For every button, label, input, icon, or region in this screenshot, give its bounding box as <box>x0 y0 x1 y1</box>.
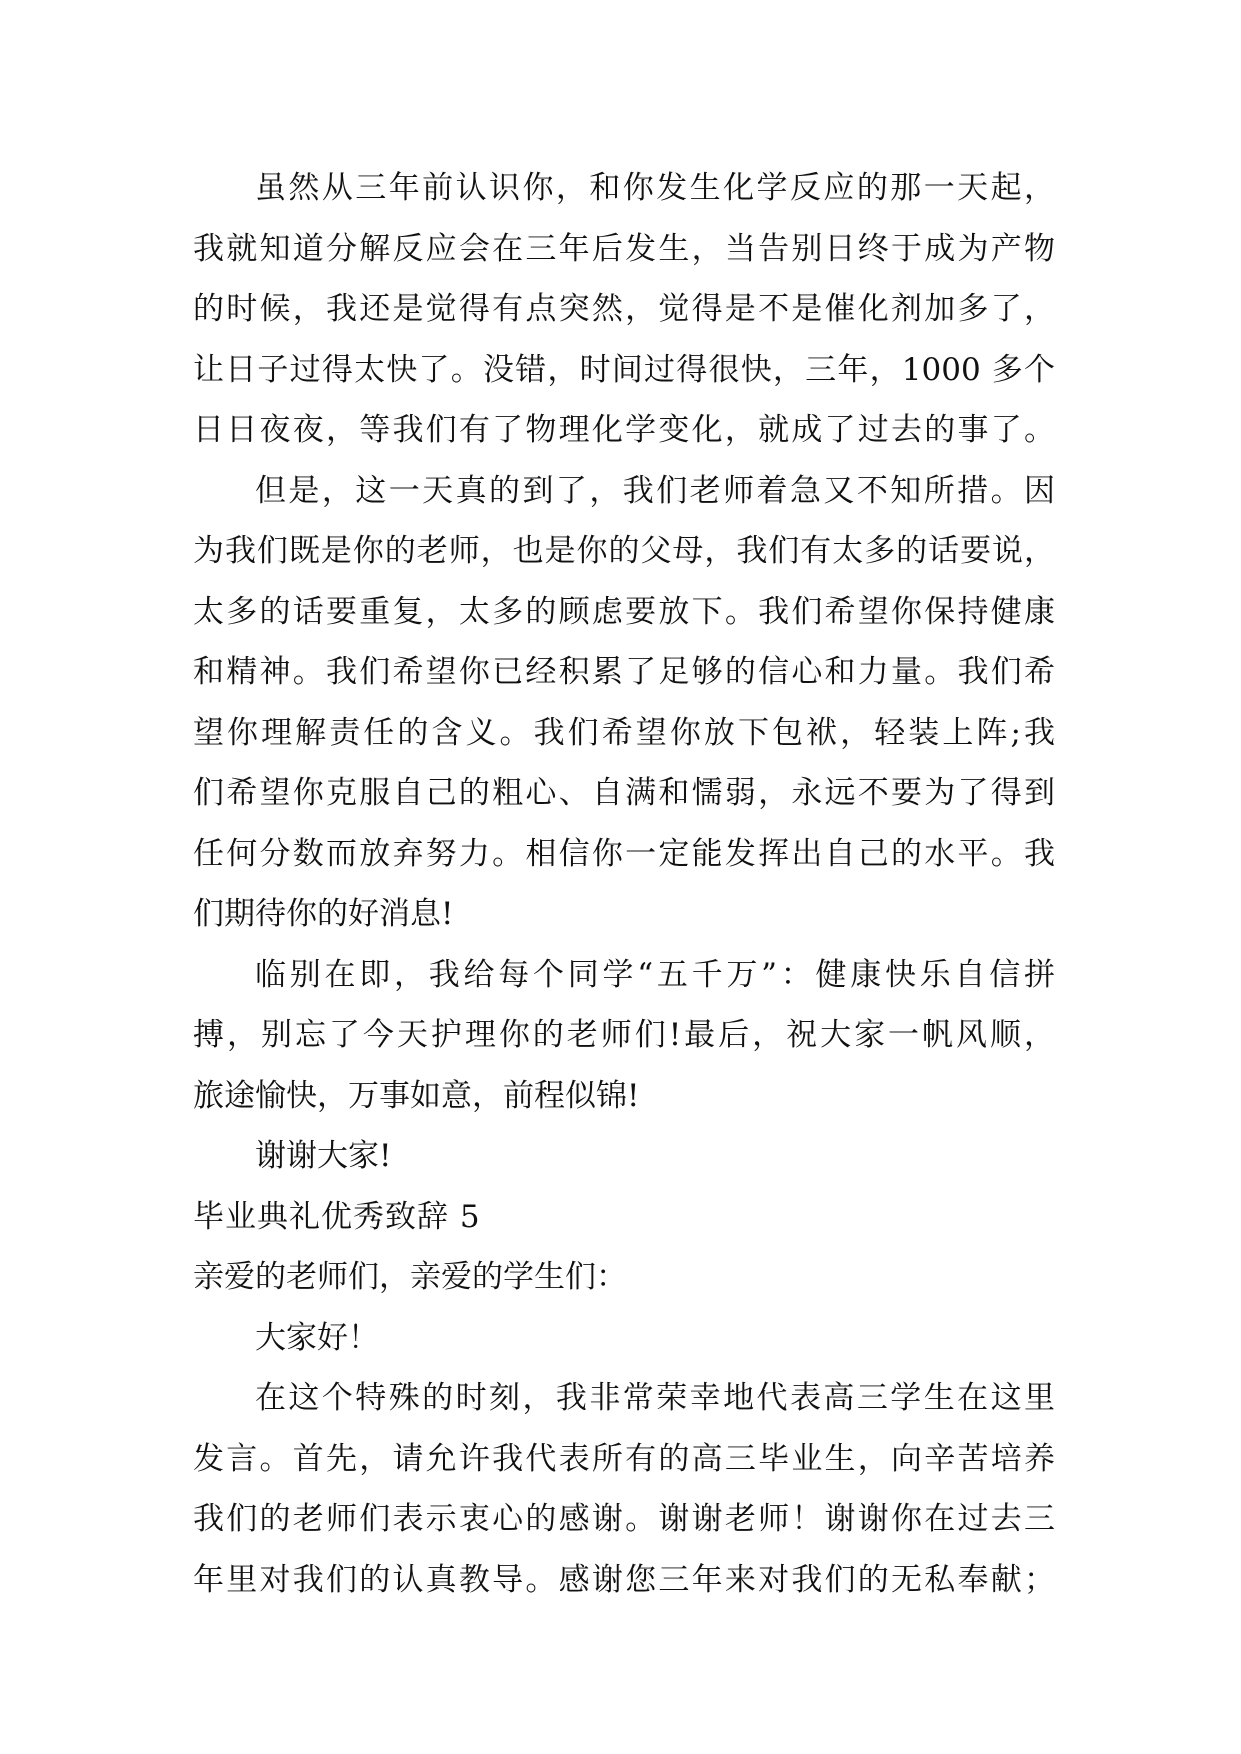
paragraph-line: 虽然从三年前认识你，和你发生化学反应的那一天起， <box>255 170 1055 206</box>
salutation: 亲爱的老师们，亲爱的学生们： <box>193 1259 627 1295</box>
paragraph-line: 们期待你的好消息! <box>193 896 454 932</box>
paragraph-line: 旅途愉快，万事如意，前程似锦! <box>193 1077 640 1114</box>
paragraph-line: 任何分数而放弃努力。相信你一定能发挥出自己的水平。我 <box>193 835 1055 872</box>
greeting: 大家好！ <box>255 1319 379 1356</box>
paragraph-line: 的时候，我还是觉得有点突然，觉得是不是催化剂加多了， <box>193 291 1055 327</box>
paragraph-line: 我就知道分解反应会在三年后发生，当告别日终于成为产物 <box>193 230 1055 267</box>
paragraph-line: 和精神。我们希望你已经积累了足够的信心和力量。我们希 <box>193 654 1055 690</box>
paragraph-line: 搏，别忘了今天护理你的老师们!最后，祝大家一帆风顺， <box>193 1017 1055 1053</box>
section-heading: 毕业典礼优秀致辞 5 <box>193 1198 481 1235</box>
paragraph-line: 我们的老师们表示衷心的感谢。谢谢老师！谢谢你在过去三 <box>193 1501 1055 1537</box>
paragraph-line: 谢谢大家! <box>255 1138 392 1174</box>
paragraph-line: 们希望你克服自己的粗心、自满和懦弱，永远不要为了得到 <box>193 775 1055 811</box>
paragraph-line: 发言。首先，请允许我代表所有的高三毕业生，向辛苦培养 <box>193 1440 1055 1477</box>
paragraph-line: 临别在即，我给每个同学“五千万”：健康快乐自信拼 <box>255 956 1055 993</box>
paragraph-line: 为我们既是你的老师，也是你的父母，我们有太多的话要说， <box>193 533 1055 569</box>
paragraph-line: 年里对我们的认真教导。感谢您三年来对我们的无私奉献； <box>193 1561 1055 1598</box>
document-page <box>193 158 1055 1610</box>
paragraph-line: 但是，这一天真的到了，我们老师着急又不知所措。因 <box>255 472 1055 509</box>
paragraph-line: 让日子过得太快了。没错，时间过得很快，三年，1000 多个 <box>193 351 1055 388</box>
paragraph-line: 在这个特殊的时刻，我非常荣幸地代表高三学生在这里 <box>255 1380 1055 1416</box>
paragraph-line: 日日夜夜，等我们有了物理化学变化，就成了过去的事了。 <box>193 412 1055 448</box>
paragraph-line: 望你理解责任的含义。我们希望你放下包袱，轻装上阵;我 <box>193 714 1055 751</box>
paragraph-line: 太多的话要重复，太多的顾虑要放下。我们希望你保持健康 <box>193 593 1055 630</box>
